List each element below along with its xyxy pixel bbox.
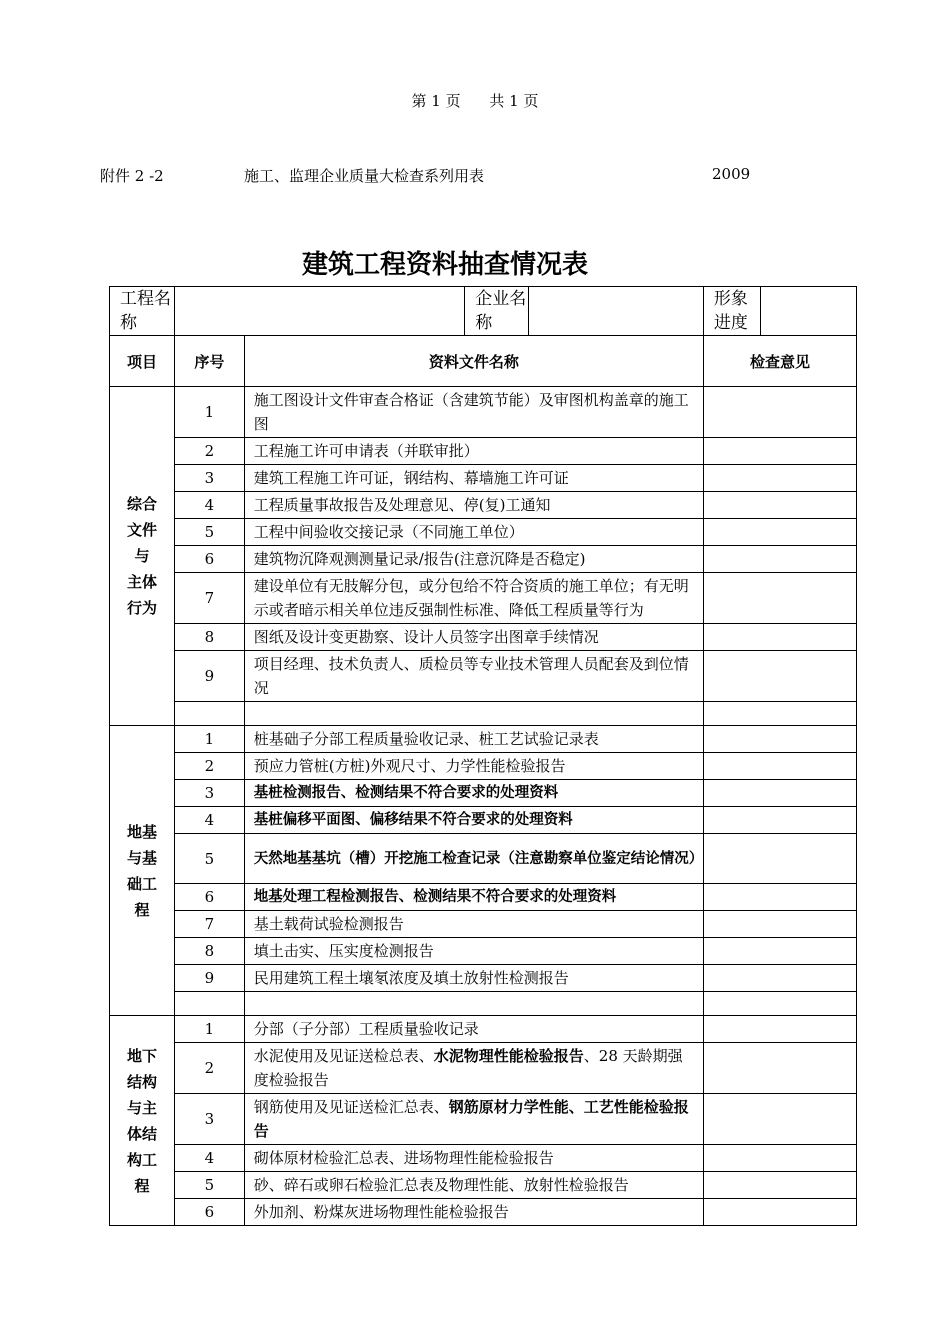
document-name-emphasis: 钢筋原材力学性能、工艺性能检验报告 [253,1098,689,1140]
inspection-opinion-field[interactable] [703,519,856,546]
document-name [244,911,703,938]
page-number [0,90,950,111]
document-name [244,1043,703,1094]
row-number: 2 [175,1043,245,1094]
document-name-text: 水泥使用及见证送检总表、 [253,1047,434,1065]
table-row [110,1145,857,1172]
inspection-opinion-field[interactable] [703,807,856,834]
section-name-line: 与主 [127,1098,158,1117]
row-number: 1 [175,726,245,753]
document-name [244,1199,703,1226]
section-name-line: 程 [134,1176,150,1195]
section-name-line: 与基 [127,848,158,867]
column-header-opinion: 检查意见 [703,336,856,387]
inspection-opinion-field[interactable] [703,1199,856,1226]
table-row [110,834,857,884]
table-row [110,780,857,807]
table-row [110,1043,857,1094]
document-name [244,992,703,1016]
table-row [110,911,857,938]
table-row [110,651,857,702]
document-name [244,1145,703,1172]
table-row [110,573,857,624]
document-name [244,1094,703,1145]
enterprise-name-label: 企业名称 [465,287,529,336]
document-name [244,780,703,807]
document-name-text: 建筑工程施工许可证，钢结构、幕墙施工许可证 [253,469,569,487]
row-number: 6 [175,546,245,573]
table-row [110,387,857,438]
document-name-text: 砂、碎石或卵石检验汇总表及物理性能、放射性检验报告 [253,1176,629,1194]
inspection-opinion-field[interactable] [703,938,856,965]
table-row [110,1172,857,1199]
document-name-emphasis: 地基处理工程检测报告、检测结果不符合要求的处理资料 [253,889,617,905]
document-name [244,834,703,884]
table-row [110,938,857,965]
table-row [110,624,857,651]
document-name-emphasis: 基桩检测报告、检测结果不符合要求的处理资料 [253,785,559,801]
section-name [110,1016,175,1226]
document-name [244,807,703,834]
row-number: 7 [175,573,245,624]
table-row [110,492,857,519]
document-name [244,702,703,726]
inspection-opinion-field[interactable] [703,753,856,780]
document-name-text: 民用建筑工程土壤氡浓度及填土放射性检测报告 [253,969,569,987]
inspection-opinion-field[interactable] [703,884,856,911]
table-row [110,965,857,992]
section-name-line: 构工 [127,1150,158,1169]
row-number [175,702,245,726]
section-name-line: 地基 [127,822,158,841]
table-row [110,726,857,753]
table-row [110,1016,857,1043]
document-name [244,753,703,780]
row-number: 3 [175,1094,245,1145]
inspection-opinion-field[interactable] [703,465,856,492]
inspection-opinion-field[interactable] [703,1016,856,1043]
row-number: 4 [175,492,245,519]
document-name [244,438,703,465]
table-row [110,807,857,834]
inspection-opinion-field[interactable] [703,1094,856,1145]
document-name-text: 、28 天龄期强度检验报告 [253,1047,683,1089]
table-row [110,438,857,465]
section-name-line: 行为 [127,599,158,617]
table-row [110,1199,857,1226]
document-name-text: 工程施工许可申请表（并联审批） [253,442,479,460]
inspection-opinion-field[interactable] [703,651,856,702]
column-header-seq: 序号 [175,336,245,387]
row-number: 9 [175,965,245,992]
attachment-label: 附件 2 -2 [100,167,164,185]
progress-label: 形象进度 [703,287,760,336]
document-header [100,165,800,187]
table-row [110,546,857,573]
column-header-item: 项目 [110,336,175,387]
enterprise-name-field[interactable] [529,287,704,336]
row-number: 1 [175,1016,245,1043]
row-number: 3 [175,465,245,492]
document-name [244,938,703,965]
section-name-line: 体结 [127,1124,158,1143]
inspection-opinion-field[interactable] [703,624,856,651]
table-row [110,519,857,546]
document-name [244,965,703,992]
document-name-text: 建设单位有无肢解分包，或分包给不符合资质的施工单位；有无明示或者暗示相关单位违反强制性标准、降低工程质量等行为 [253,577,689,619]
inspection-opinion-field[interactable] [703,492,856,519]
document-name-emphasis: 水泥物理性能检验报告 [433,1047,584,1065]
document-name-text: 桩基础子分部工程质量验收记录、桩工艺试验记录表 [253,730,599,748]
row-number: 5 [175,1172,245,1199]
document-name-text: 分部（子分部）工程质量验收记录 [253,1020,479,1038]
document-name [244,726,703,753]
progress-field[interactable] [761,287,857,336]
section-name [110,387,175,726]
inspection-opinion-field[interactable] [703,1145,856,1172]
project-name-field[interactable] [175,287,465,336]
document-name-emphasis: 天然地基基坑（槽）开挖施工检查记录（注意勘察单位鉴定结论情况） [253,850,704,867]
inspection-opinion-field[interactable] [703,1043,856,1094]
table-row [110,753,857,780]
inspection-opinion-field[interactable] [703,702,856,726]
inspection-opinion-field[interactable] [703,1172,856,1199]
section-name-line: 文件 [127,521,158,539]
section-name-line: 与 [134,547,150,565]
inspection-opinion-field[interactable] [703,387,856,438]
document-name-text: 基土载荷试验检测报告 [253,915,404,933]
document-name [244,624,703,651]
row-number: 5 [175,834,245,884]
document-name-text: 砌体原材检验汇总表、进场物理性能检验报告 [253,1149,554,1167]
row-number: 2 [175,753,245,780]
document-name-text: 填土击实、压实度检测报告 [253,942,434,960]
row-number: 4 [175,1145,245,1172]
table-row [110,884,857,911]
document-name [244,465,703,492]
document-name [244,387,703,438]
table-row [110,702,857,726]
row-number: 4 [175,807,245,834]
document-name-text: 图纸及设计变更勘察、设计人员签字出图章手续情况 [253,628,599,646]
document-name [244,546,703,573]
row-number: 6 [175,884,245,911]
document-name [244,492,703,519]
row-number: 7 [175,911,245,938]
table-row [110,992,857,1016]
section-name [110,726,175,1016]
inspection-table [109,286,857,1226]
document-name-text: 预应力管桩(方桩)外观尺寸、力学性能检验报告 [253,757,566,775]
inspection-opinion-field[interactable] [703,726,856,753]
section-name-line: 结构 [127,1072,158,1091]
inspection-opinion-field[interactable] [703,573,856,624]
row-number: 3 [175,780,245,807]
page-current: 第 1 页 [411,92,461,110]
document-name-emphasis: 基桩偏移平面图、偏移结果不符合要求的处理资料 [253,812,573,828]
document-name [244,573,703,624]
row-number: 5 [175,519,245,546]
row-number: 8 [175,938,245,965]
section-name-line: 程 [134,900,150,919]
document-name [244,519,703,546]
inspection-opinion-field[interactable] [703,992,856,1016]
section-name-line: 础工 [127,874,158,893]
row-number: 2 [175,438,245,465]
document-name [244,1172,703,1199]
inspection-opinion-field[interactable] [703,438,856,465]
inspection-opinion-field[interactable] [703,780,856,807]
row-number [175,992,245,1016]
row-number: 6 [175,1199,245,1226]
inspection-opinion-field[interactable] [703,911,856,938]
series-title: 施工、监理企业质量大检查系列用表 [244,167,485,185]
document-name [244,651,703,702]
document-name-text: 工程质量事故报告及处理意见、停(复)工通知 [253,496,551,514]
inspection-opinion-field[interactable] [703,965,856,992]
row-number: 1 [175,387,245,438]
document-name-text: 建筑物沉降观测测量记录/报告(注意沉降是否稳定) [253,550,586,568]
table-row [110,1094,857,1145]
project-name-label: 工程名称 [110,287,175,336]
section-name-line: 地下 [127,1046,158,1065]
page-total: 共 1 页 [489,92,539,110]
column-header-doc-name: 资料文件名称 [244,336,703,387]
column-header-row [110,336,857,387]
row-number: 8 [175,624,245,651]
info-row [110,287,857,336]
document-name [244,884,703,911]
page-title: 建筑工程资料抽查情况表 [301,250,588,280]
document-name-text: 钢筋使用及见证送检汇总表、 [253,1098,449,1116]
document-name [244,1016,703,1043]
section-name-line: 综合 [127,495,158,513]
document-name-text: 外加剂、粉煤灰进场物理性能检验报告 [253,1203,509,1221]
document-name-text: 工程中间验收交接记录（不同施工单位） [253,523,524,541]
section-name-line: 主体 [127,573,158,591]
document-name-text: 施工图设计文件审查合格证（含建筑节能）及审图机构盖章的施工图 [253,391,689,433]
table-row [110,465,857,492]
year-label: 2009 [712,165,751,183]
row-number: 9 [175,651,245,702]
inspection-opinion-field[interactable] [703,834,856,884]
inspection-opinion-field[interactable] [703,546,856,573]
document-name-text: 项目经理、技术负责人、质检员等专业技术管理人员配套及到位情况 [253,655,689,697]
